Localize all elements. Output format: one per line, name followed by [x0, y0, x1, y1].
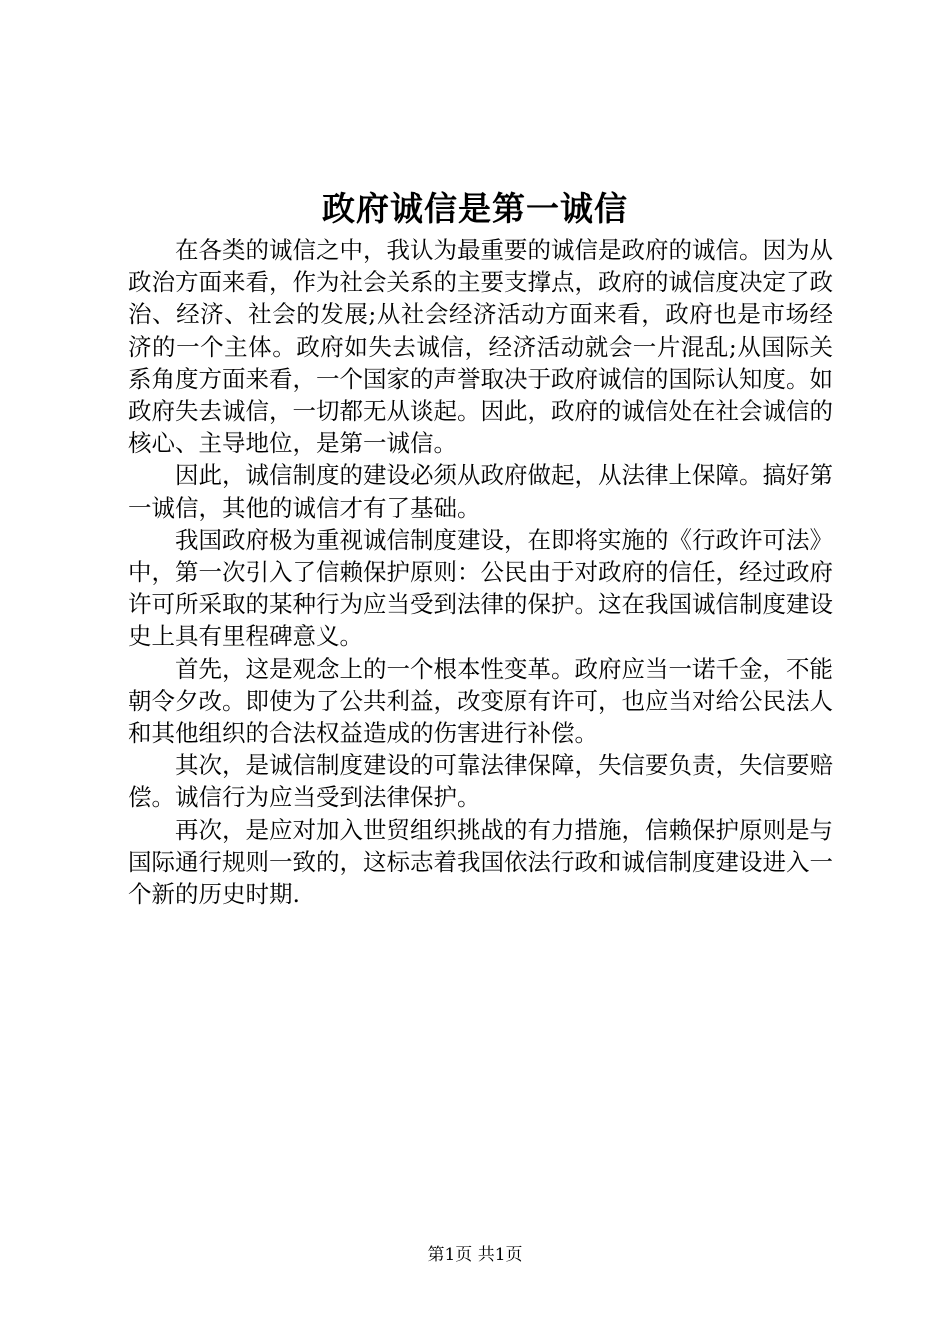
- page-footer: 第1页 共1页: [427, 1245, 523, 1265]
- paragraph: 其次，是诚信制度建设的可靠法律保障，失信要负责，失信要赔偿。诚信行为应当受到法律保护。: [128, 751, 833, 812]
- document-body: [128, 234, 833, 910]
- paragraph: 我国政府极为重视诚信制度建设，在即将实施的《行政许可法》中，第一次引入了信赖保护原则：公民由于对政府的信任，经过政府许可所采取的某种行为应当受到法律的保护。这在我国诚信制度建设史上具有里程碑意义。: [128, 525, 833, 651]
- paragraph: 再次，是应对加入世贸组织挑战的有力措施，信赖保护原则是与国际通行规则一致的，这标志着我国依法行政和诚信制度建设进入一个新的历史时期.: [128, 815, 833, 909]
- paragraph: 首先，这是观念上的一个根本性变革。政府应当一诺千金，不能朝令夕改。即使为了公共利益，改变原有许可，也应当对给公民法人和其他组织的合法权益造成的伤害进行补偿。: [128, 654, 833, 748]
- page-title: 政府诚信是第一诚信: [322, 189, 628, 228]
- paragraph: 在各类的诚信之中，我认为最重要的诚信是政府的诚信。因为从政治方面来看，作为社会关系的主要支撑点，政府的诚信度决定了政治、经济、社会的发展;从社会经济活动方面来看，政府也是市场经济的一个主体。政府如失去诚信，经济活动就会一片混乱;从国际关系角度方面来看，一个国家的声誉取决于政府诚信的国际认知度。如政府失去诚信，一切都无从谈起。因此，政府的诚信处在社会诚信的核心、主导地位，是第一诚信。: [128, 236, 833, 458]
- paragraph: 因此，诚信制度的建设必须从政府做起，从法律上保障。搞好第一诚信，其他的诚信才有了基础。: [128, 461, 833, 522]
